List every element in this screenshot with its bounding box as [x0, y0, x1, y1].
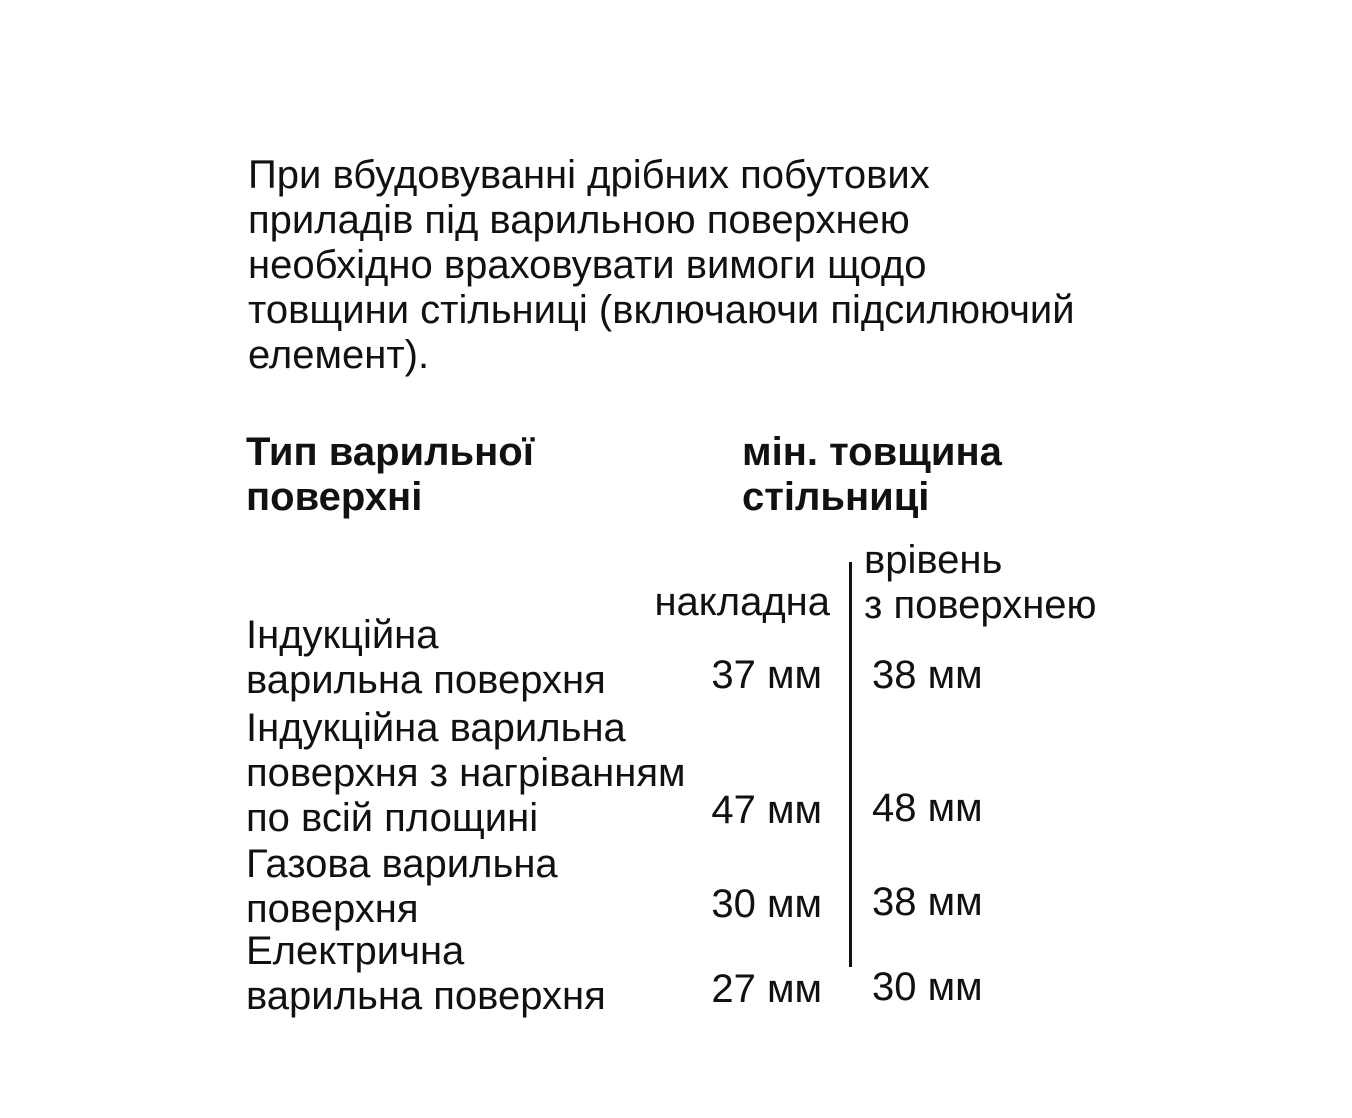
row-label-electric: Електрична варильна поверхня [246, 929, 606, 1018]
column-header-min-thickness: мін. товщина стільниці [742, 430, 1002, 519]
row-value-overlay-gas: 30 мм [711, 882, 822, 926]
row-label-gas: Газова варильна поверхня [246, 842, 558, 931]
row-value-overlay-induction-full-area: 47 мм [711, 788, 822, 832]
subheader-overlay: накладна [654, 580, 830, 624]
row-value-flush-electric: 30 мм [872, 965, 983, 1009]
row-value-flush-induction-full-area: 48 мм [872, 786, 983, 830]
row-label-induction: Індукційна варильна поверхня [246, 613, 606, 702]
intro-paragraph: При вбудовуванні дрібних побутових приладів під варильною поверхнею необхідно враховувати вимоги щодо товщини стільниці (включаючи підсилюючий елемент). [248, 153, 1075, 377]
subheader-flush: врівень з поверхнею [864, 538, 1097, 627]
row-value-overlay-electric: 27 мм [711, 967, 822, 1011]
row-value-flush-induction: 38 мм [872, 653, 983, 697]
row-value-flush-gas: 38 мм [872, 880, 983, 924]
column-divider [849, 562, 852, 967]
row-label-induction-full-area: Індукційна варильна поверхня з нагріванням по всій площині [246, 706, 686, 840]
row-value-overlay-induction: 37 мм [711, 653, 822, 697]
column-header-type: Тип варильної поверхні [246, 430, 534, 519]
